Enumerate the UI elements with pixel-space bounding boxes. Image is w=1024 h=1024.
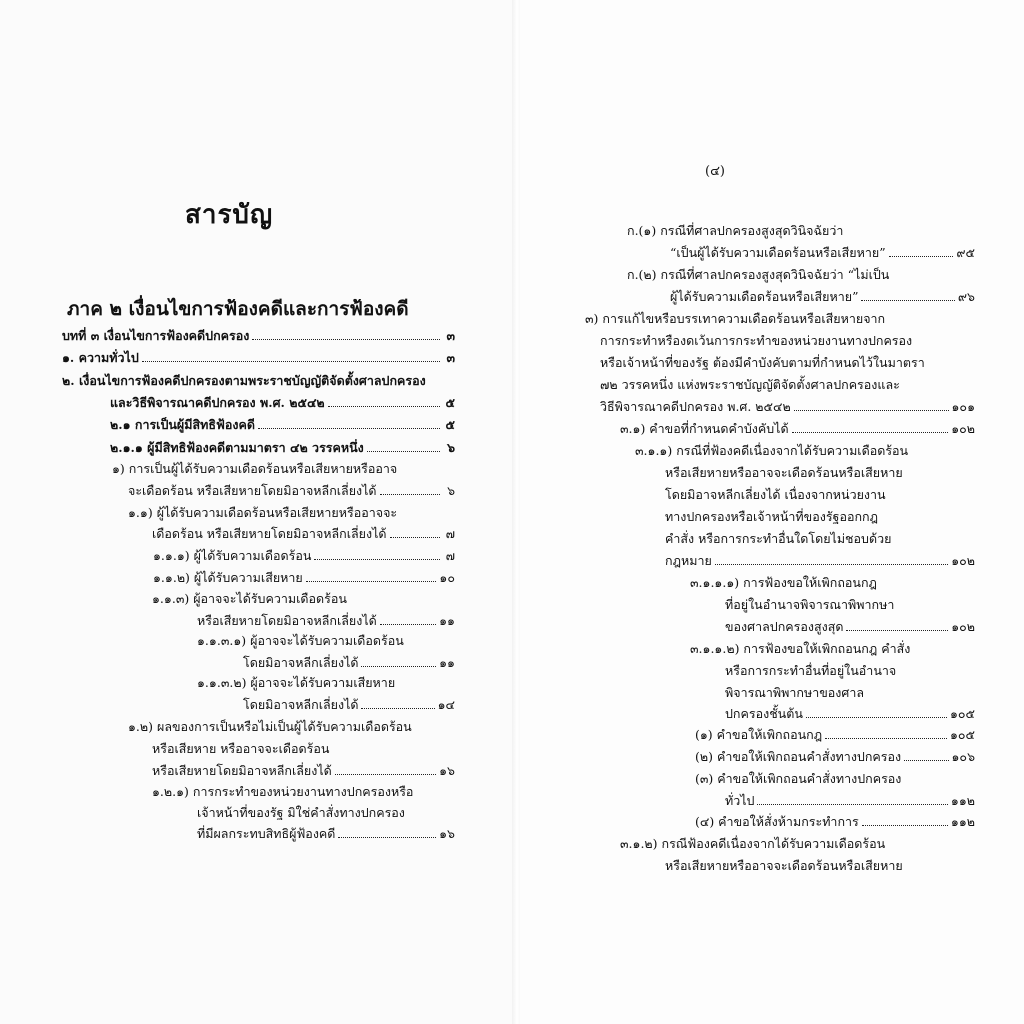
toc-entry <box>600 330 912 352</box>
toc-entry-text: หรือเสียหายโดยมิอาจหลีกเลี่ยงได้ <box>152 763 332 778</box>
toc-entry-text: ของศาลปกครองสูงสุด <box>725 619 844 634</box>
toc-page-number: ๕ <box>445 395 455 410</box>
toc-entry-text: หรือเสียหายหรืออาจจะเดือดร้อนหรือเสียหาย <box>665 465 903 480</box>
dot-leader <box>328 406 440 407</box>
toc-entry <box>665 506 878 528</box>
toc-entry <box>665 550 975 572</box>
toc-entry-text: หรือเสียหายโดยมิอาจหลีกเลี่ยงได้ <box>197 613 377 628</box>
toc-page-number: ๑๑๒ <box>950 793 975 808</box>
dot-leader <box>380 494 440 495</box>
toc-entry <box>243 694 455 716</box>
toc-entry-text: ที่มีผลกระทบสิทธิผู้ฟ้องคดี <box>197 826 336 841</box>
toc-entry <box>128 502 397 524</box>
dot-leader <box>904 760 948 761</box>
toc-entry-text: การกระทำหรืองดเว้นการกระทำของหน่วยงานทางปกครอง <box>600 333 913 348</box>
dot-leader <box>252 339 440 340</box>
toc-entry-text: ผู้ได้รับความเดือดร้อนหรือเสียหาย” <box>670 289 859 304</box>
dot-leader <box>390 537 440 538</box>
toc-entry-text: ๓.๑.๑.๒) การฟ้องขอให้เพิกถอนกฎ คำสั่ง <box>690 641 911 656</box>
toc-entry-text: ที่อยู่ในอำนาจพิจารณาพิพากษา <box>725 597 895 612</box>
dot-leader <box>361 708 434 709</box>
dot-leader <box>367 451 440 452</box>
toc-entry-text: ๓) การแก้ไขหรือบรรเทาความเดือดร้อนหรือเสียหายจาก <box>585 311 886 326</box>
toc-entry-text: เดือดร้อน หรือเสียหายโดยมิอาจหลีกเลี่ยงได้ <box>152 526 387 541</box>
toc-entry-text: หรือเสียหาย หรืออาจจะเดือดร้อน <box>152 741 330 756</box>
toc-entry <box>725 790 975 812</box>
dot-leader <box>825 738 947 739</box>
toc-page-number: ๖ <box>447 440 455 455</box>
dot-leader <box>258 428 440 429</box>
dot-leader <box>792 432 949 433</box>
dot-leader <box>806 717 947 718</box>
toc-entry-text: ๑.๑.๓.๑) ผู้อาจจะได้รับความเดือดร้อน <box>197 633 404 648</box>
page-number: (๔) <box>705 164 725 179</box>
toc-entry <box>695 768 901 790</box>
toc-entry-text: ๑.๒.๑) การกระทำของหน่วยงานทางปกครองหรือ <box>152 784 414 799</box>
dot-leader <box>335 774 436 775</box>
toc-entry-text: ๑.๑.๓.๒) ผู้อาจจะได้รับความเสียหาย <box>197 675 396 690</box>
toc-page-number: ๑๐ <box>439 570 455 585</box>
toc-entry-text: ๗๒ วรรคหนึ่ง แห่งพระราชบัญญัติจัดตั้งศาลปกครองและ <box>600 377 900 392</box>
toc-entry-text: ๑.๑.๒) ผู้ได้รับความเสียหาย <box>153 570 303 585</box>
toc-entry-text: โดยมิอาจหลีกเลี่ยงได้ <box>243 655 359 670</box>
toc-entry <box>627 220 843 242</box>
toc-entry <box>600 352 925 374</box>
toc-entry-text: หรือการกระทำอื่นที่อยู่ในอำนาจ <box>725 663 897 678</box>
toc-entry <box>620 418 975 440</box>
dot-leader <box>757 804 947 805</box>
dot-leader <box>314 559 440 560</box>
toc-entry-text: ๓.๑.๑) กรณีที่ฟ้องคดีเนื่องจากได้รับความเดือดร้อน <box>635 443 909 458</box>
toc-entry <box>110 414 455 436</box>
dot-leader <box>846 630 948 631</box>
toc-entry-text: หรือเสียหายหรืออาจจะเดือดร้อนหรือเสียหาย <box>665 858 903 873</box>
toc-entry <box>725 616 975 638</box>
toc-entry-text: พิจารณาพิพากษาของศาล <box>725 685 865 700</box>
toc-entry <box>62 325 455 347</box>
toc-page-number: ๑๔ <box>437 697 455 712</box>
toc-page-number: ๑๐๒ <box>951 619 975 634</box>
toc-page-number: ๗ <box>445 548 455 563</box>
toc-entry-text: ๒. เงื่อนไขการฟ้องคดีปกครองตามพระราชบัญญัติจัดตั้งศาลปกครอง <box>62 373 426 388</box>
toc-entry <box>110 437 455 459</box>
toc-entry-text: ๑.๑.๑) ผู้ได้รับความเดือดร้อน <box>153 548 312 563</box>
toc-entry <box>695 746 975 768</box>
toc-page-number: ๑๑ <box>439 655 455 670</box>
toc-page-number: ๑๐๕ <box>949 706 975 721</box>
toc-entry-text: ๓.๑.๒) กรณีฟ้องคดีเนื่องจากได้รับความเดือดร้อน <box>620 836 886 851</box>
toc-entry <box>197 823 455 845</box>
toc-entry <box>665 528 891 550</box>
toc-page-number: ๑๐๑ <box>951 399 975 414</box>
toc-entry-text: โดยมิอาจหลีกเลี่ยงได้ <box>243 697 359 712</box>
toc-entry <box>620 833 885 855</box>
toc-entry <box>152 781 413 803</box>
toc-entry <box>153 545 455 567</box>
toc-entry <box>112 458 397 480</box>
toc-entry-text: ๓.๑) คำขอที่กำหนดคำบังคับได้ <box>620 421 789 436</box>
dot-leader <box>361 666 436 667</box>
page-title: สารบัญ <box>185 200 274 230</box>
toc-entry <box>152 760 455 782</box>
toc-entry-text: ก.(๑) กรณีที่ศาลปกครองสูงสุดวินิจฉัยว่า <box>627 223 844 238</box>
dot-leader <box>794 410 949 411</box>
toc-entry <box>197 610 455 632</box>
toc-page-number: ๓ <box>446 328 455 343</box>
toc-page-number: ๙๕ <box>956 245 975 260</box>
toc-entry-text: กฎหมาย <box>665 553 712 568</box>
toc-entry-text: และวิธีพิจารณาคดีปกครอง พ.ศ. ๒๕๔๒ <box>110 395 325 410</box>
dot-leader <box>715 564 948 565</box>
toc-entry <box>128 480 455 502</box>
toc-entry-text: บทที่ ๓ เงื่อนไขการฟ้องคดีปกครอง <box>62 328 250 343</box>
toc-entry-text: จะเดือดร้อน หรือเสียหายโดยมิอาจหลีกเลี่ยงได้ <box>128 483 377 498</box>
toc-entry-text: ทั่วไป <box>725 793 755 808</box>
toc-page-number: ๑๐๒ <box>951 553 975 568</box>
dot-leader <box>338 837 436 838</box>
toc-page-number: ๑๖ <box>439 826 455 841</box>
toc-entry <box>665 484 886 506</box>
toc-page-number: ๖ <box>447 483 455 498</box>
toc-page-number: ๙๖ <box>957 289 975 304</box>
toc-entry-text: ๑) การเป็นผู้ได้รับความเดือดร้อนหรือเสียหายหรืออาจ <box>112 461 398 476</box>
toc-entry-text: (๓) คำขอให้เพิกถอนคำสั่งทางปกครอง <box>695 771 902 786</box>
dot-leader <box>380 624 436 625</box>
toc-entry <box>627 264 889 286</box>
toc-entry-text: โดยมิอาจหลีกเลี่ยงได้ เนื่องจากหน่วยงาน <box>665 487 886 502</box>
toc-entry <box>110 392 455 414</box>
dot-leader <box>861 300 954 301</box>
toc-entry <box>585 308 885 330</box>
toc-entry-text: วิธีพิจารณาคดีปกครอง พ.ศ. ๒๕๔๒ <box>600 399 791 414</box>
toc-entry <box>197 630 404 652</box>
toc-entry <box>670 242 975 264</box>
toc-entry <box>600 374 900 396</box>
toc-entry-text: ๑.๒) ผลของการเป็นหรือไม่เป็นผู้ได้รับความเดือดร้อน <box>128 719 412 734</box>
toc-entry-text: คำสั่ง หรือการกระทำอื่นใดโดยไม่ชอบด้วย <box>665 531 892 546</box>
toc-entry <box>725 594 894 616</box>
toc-entry <box>152 588 347 610</box>
toc-page-number: ๑๑ <box>439 613 455 628</box>
toc-entry <box>690 572 877 594</box>
right-page <box>520 0 1024 1024</box>
toc-entry-text: ทางปกครองหรือเจ้าหน้าที่ของรัฐออกกฎ <box>665 509 878 524</box>
toc-entry <box>725 682 864 704</box>
toc-entry <box>665 855 903 877</box>
toc-entry-text: “เป็นผู้ได้รับความเดือดร้อนหรือเสียหาย” <box>670 245 886 260</box>
toc-page-number: ๑๑๒ <box>950 814 975 829</box>
toc-entry-text: เจ้าหน้าที่ของรัฐ มิใช่คำสั่งทางปกครอง <box>197 805 405 820</box>
toc-entry-text: (๑) คำขอให้เพิกถอนกฎ <box>695 727 823 742</box>
toc-entry <box>152 523 455 545</box>
toc-entry-text: ๓.๑.๑.๑) การฟ้องขอให้เพิกถอนกฎ <box>690 575 877 590</box>
toc-entry-text: ๑.๑) ผู้ได้รับความเดือดร้อนหรือเสียหายหรืออาจจะ <box>128 505 398 520</box>
toc-entry <box>725 703 975 725</box>
toc-entry <box>128 716 412 738</box>
toc-entry <box>62 370 426 392</box>
toc-page-number: ๑๖ <box>439 763 455 778</box>
dot-leader <box>889 256 954 257</box>
toc-entry <box>665 462 903 484</box>
toc-page-number: ๕ <box>445 417 455 432</box>
toc-entry <box>243 652 455 674</box>
part-title: ภาค ๒ เงื่อนไขการฟ้องคดีและการฟ้องคดี <box>67 298 409 320</box>
dot-leader <box>862 825 948 826</box>
toc-entry-text: ก.(๒) กรณีที่ศาลปกครองสูงสุดวินิจฉัยว่า “ไม่เป็น <box>627 267 890 282</box>
toc-entry <box>690 638 910 660</box>
toc-entry-text: ปกครองชั้นต้น <box>725 706 803 721</box>
toc-entry-text: ๑.๑.๓) ผู้อาจจะได้รับความเดือดร้อน <box>152 591 347 606</box>
toc-entry <box>670 286 975 308</box>
toc-page-number: ๓ <box>446 350 455 365</box>
toc-entry <box>600 396 975 418</box>
toc-entry <box>153 567 455 589</box>
toc-entry <box>725 660 896 682</box>
toc-page-number: ๑๐๒ <box>951 421 975 436</box>
toc-entry <box>197 672 395 694</box>
toc-entry <box>62 347 455 369</box>
toc-page-number: ๑๐๕ <box>949 727 975 742</box>
toc-entry <box>635 440 908 462</box>
toc-entry <box>152 738 329 760</box>
toc-entry-text: (๒) คำขอให้เพิกถอนคำสั่งทางปกครอง <box>695 749 902 764</box>
toc-entry <box>695 811 975 833</box>
toc-entry <box>695 724 975 746</box>
toc-entry-text: (๔) คำขอให้สั่งห้ามกระทำการ <box>695 814 859 829</box>
toc-entry-text: ๒.๑.๑ ผู้มีสิทธิฟ้องคดีตามมาตรา ๔๒ วรรคหนึ่ง <box>110 440 364 455</box>
toc-entry <box>197 802 405 824</box>
toc-entry-text: หรือเจ้าหน้าที่ของรัฐ ต้องมีคำบังคับตามที่กำหนดไว้ในมาตรา <box>600 355 925 370</box>
toc-entry-text: ๒.๑ การเป็นผู้มีสิทธิฟ้องคดี <box>110 417 255 432</box>
toc-page-number: ๗ <box>445 526 455 541</box>
toc-page-number: ๑๐๖ <box>951 749 975 764</box>
dot-leader <box>306 581 437 582</box>
dot-leader <box>142 361 440 362</box>
toc-entry-text: ๑. ความทั่วไป <box>62 350 139 365</box>
